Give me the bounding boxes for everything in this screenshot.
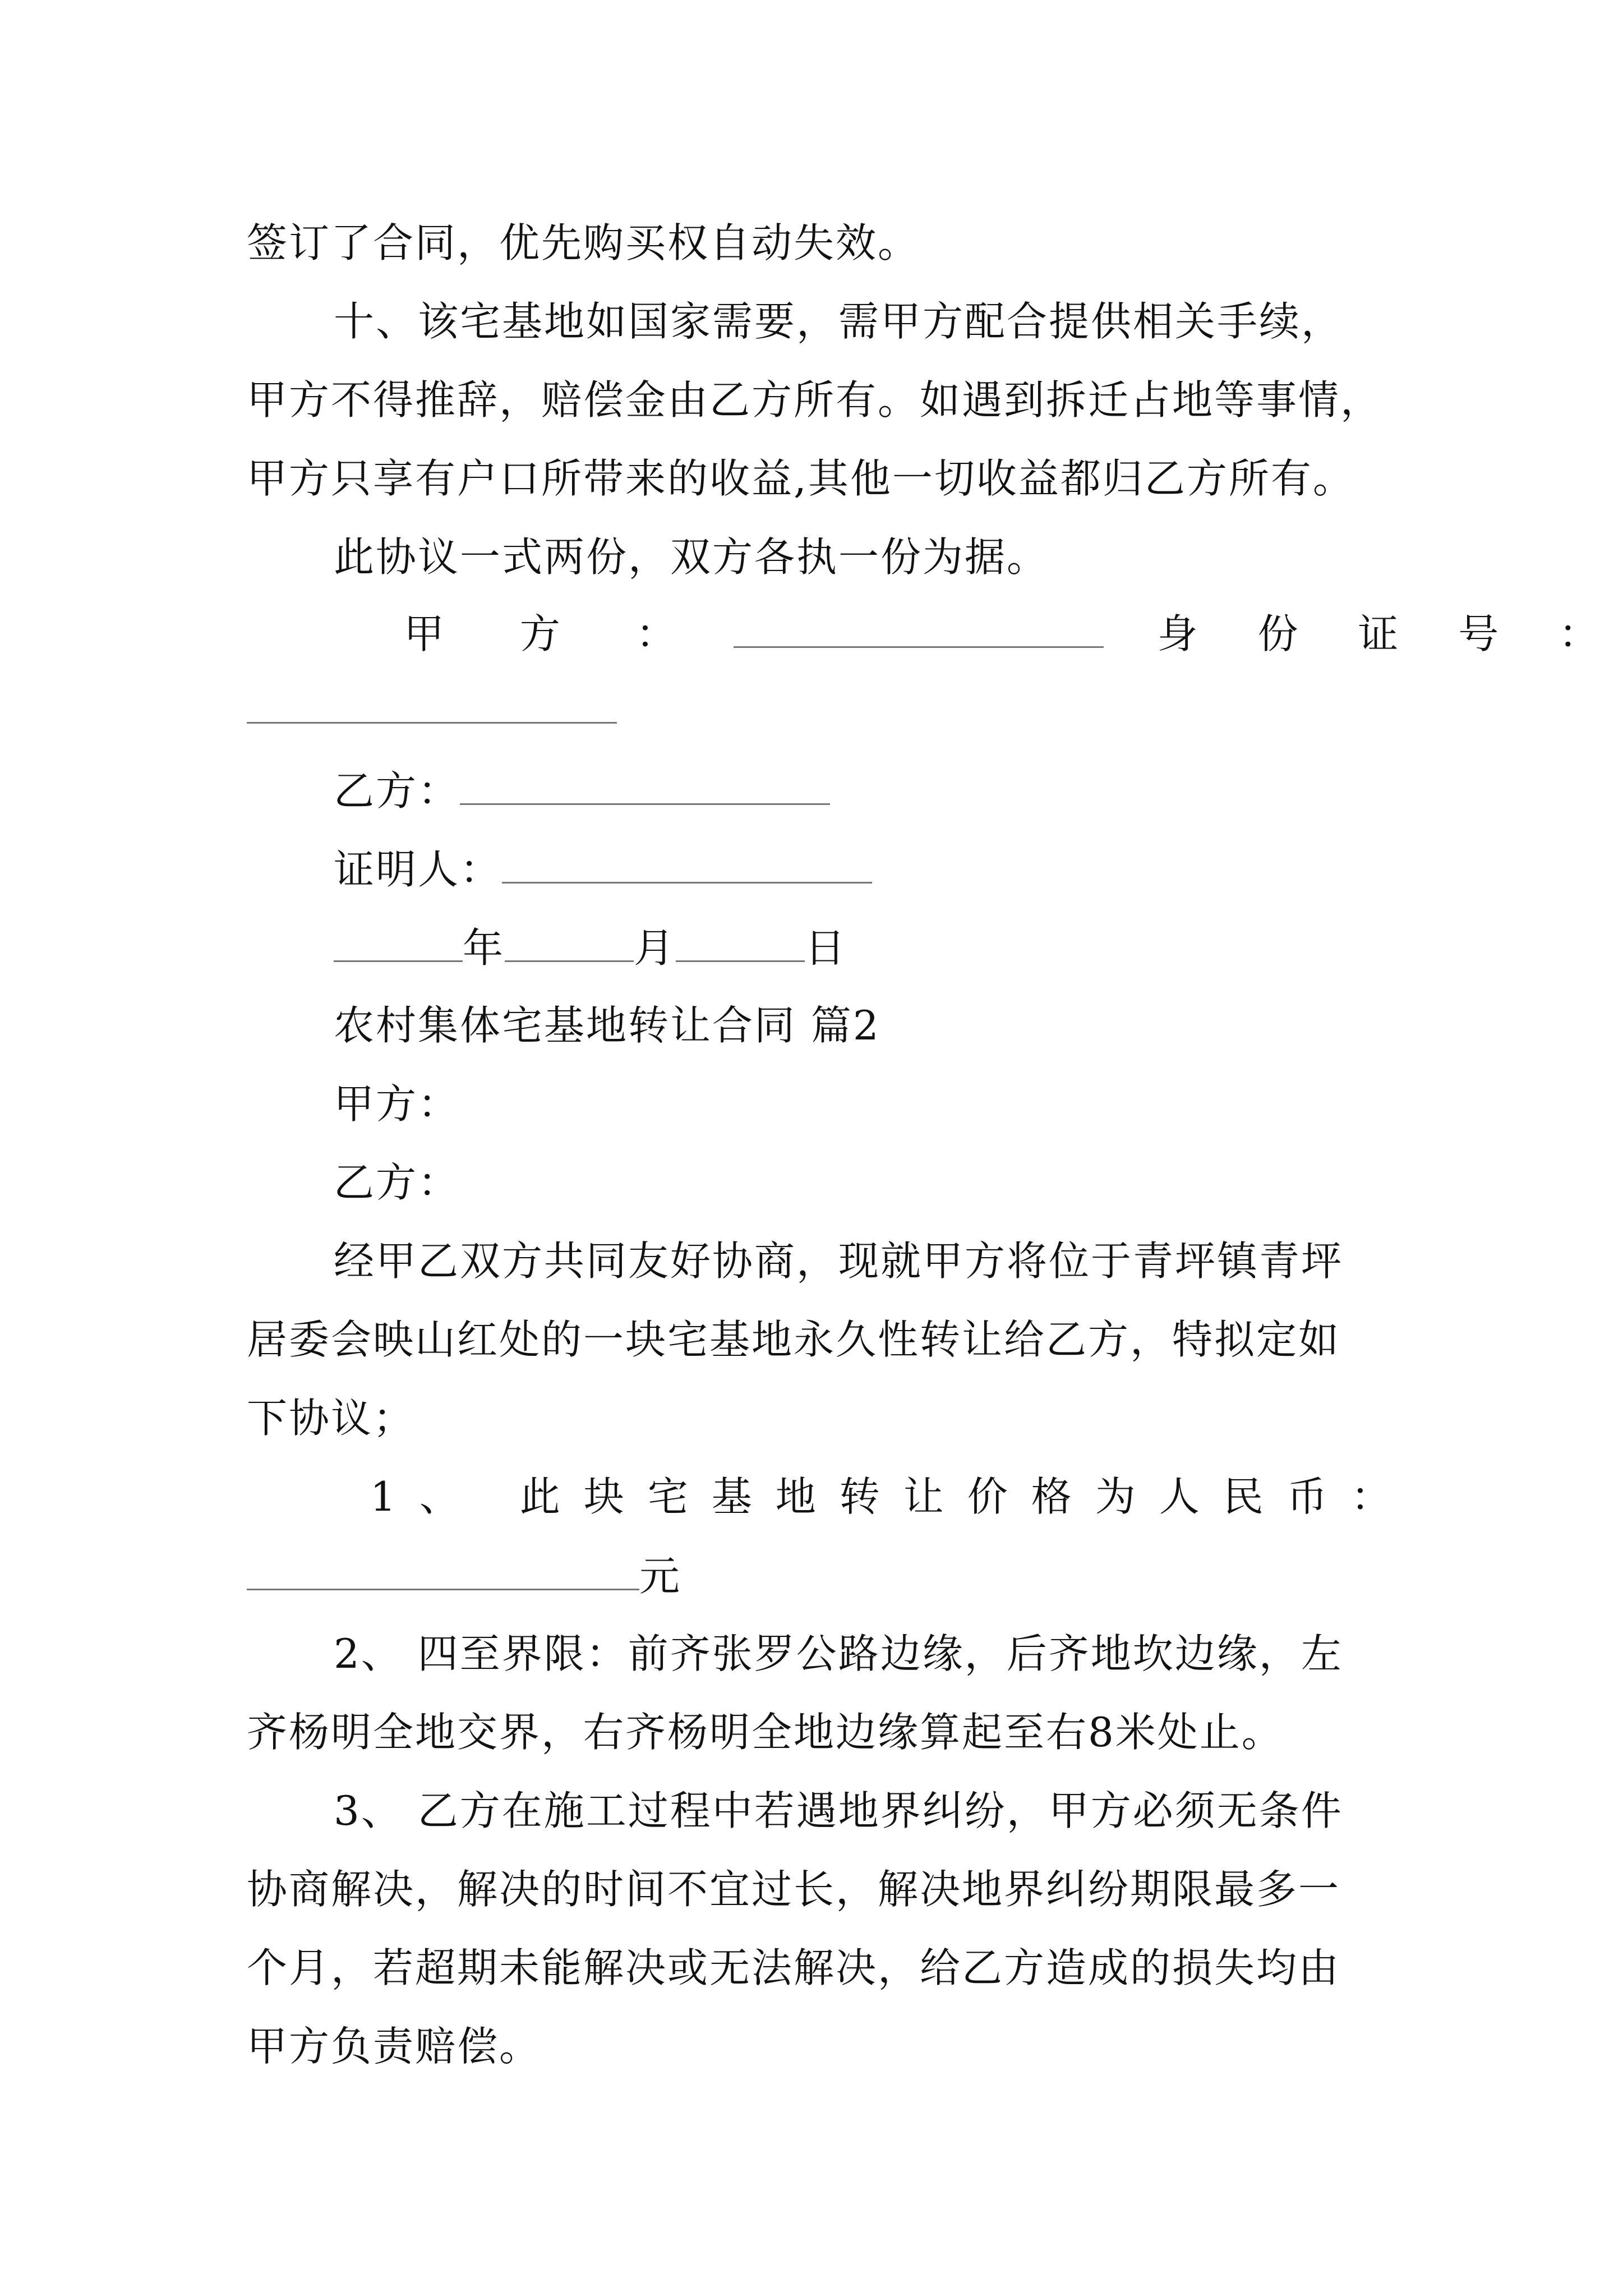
price-unit: 元 xyxy=(639,1553,682,1600)
price-blank xyxy=(247,1548,639,1590)
witness-label: 证明人： xyxy=(334,846,502,893)
year-blank xyxy=(334,920,463,962)
id-number-label: 身 份 证 号 ： xyxy=(1157,610,1623,657)
witness-blank xyxy=(502,841,872,884)
id-number-row xyxy=(247,682,1391,737)
party-b-signature-row xyxy=(334,763,1478,818)
year-label: 年 xyxy=(463,924,505,972)
party-b-label: 乙方： xyxy=(334,767,460,815)
section-title: 农村集体宅基地转让合同 篇2 xyxy=(334,1002,880,1049)
price-clause-text: 1、 此块宅基地转让价格为人民币： xyxy=(370,1473,1415,1520)
id-number-blank xyxy=(247,682,617,724)
day-blank xyxy=(676,920,805,962)
day-label: 日 xyxy=(805,924,847,972)
dispute-clause-line: 协商解决，解决的时间不宜过长，解决地界纠纷期限最多一 xyxy=(247,1866,1341,1913)
month-blank xyxy=(505,920,634,962)
boundary-clause-line: 齐杨明全地交界，右齐杨明全地边缘算起至右8米处止。 xyxy=(247,1709,1284,1756)
party-a-blank xyxy=(734,606,1104,648)
boundary-clause-line: 2、 四至界限：前齐张罗公路边缘，后齐地坎边缘，左 xyxy=(334,1630,1343,1677)
party-b-line: 乙方： xyxy=(334,1159,460,1206)
date-row xyxy=(334,920,1478,975)
dispute-clause-line: 甲方负责赔偿。 xyxy=(247,2023,542,2070)
paragraph-line: 甲方只享有户口所带来的收益,其他一切收益都归乙方所有。 xyxy=(247,455,1355,502)
party-b-blank xyxy=(460,763,830,805)
party-a-line: 甲方： xyxy=(334,1080,460,1128)
witness-signature-row xyxy=(334,841,1478,896)
intro-paragraph-line: 居委会映山红处的一块宅基地永久性转让给乙方，特拟定如 xyxy=(247,1316,1341,1363)
paragraph-line: 甲方不得推辞，赔偿金由乙方所有。如遇到拆迁占地等事情， xyxy=(247,376,1383,424)
copies-clause: 此协议一式两份，双方各执一份为据。 xyxy=(334,533,1049,581)
paragraph-line: 签订了合同，优先购买权自动失效。 xyxy=(247,219,920,266)
party-a-label: 甲 方 ： xyxy=(404,610,708,657)
dispute-clause-line: 个月，若超期未能解决或无法解决，给乙方造成的损失均由 xyxy=(247,1944,1341,1991)
intro-paragraph-line: 经甲乙双方共同友好协商，现就甲方将位于青坪镇青坪 xyxy=(334,1237,1344,1285)
price-clause xyxy=(370,1470,1514,1524)
party-a-signature-row xyxy=(404,606,1623,661)
month-label: 月 xyxy=(634,924,676,972)
clause-ten-line: 十、该宅基地如国家需要，需甲方配合提供相关手续， xyxy=(334,298,1344,345)
intro-paragraph-line: 下协议； xyxy=(247,1395,416,1442)
dispute-clause-line: 3、 乙方在施工过程中若遇地界纠纷，甲方必须无条件 xyxy=(334,1787,1343,1834)
price-amount-row xyxy=(247,1548,1391,1603)
